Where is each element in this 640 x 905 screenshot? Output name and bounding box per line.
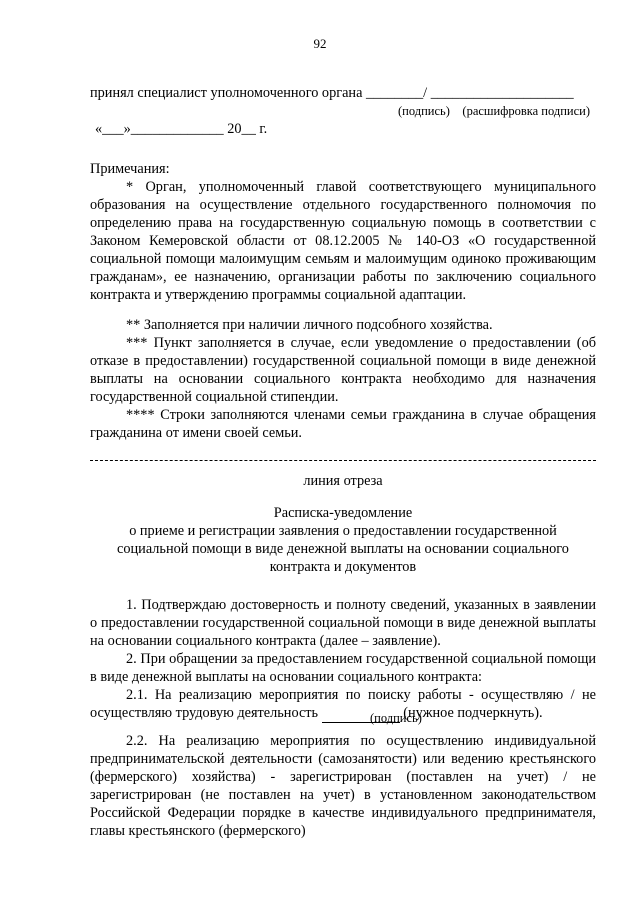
caption-decode: (расшифровка подписи) — [462, 104, 591, 118]
signature-line — [90, 84, 596, 102]
receipt-paragraph-2-2: 2.2. На реализацию мероприятия по осуществлению индивидуальной предпринимательской деятельности (самозанятости) или ведению крестьянского (фермерского) хозяйства) - зарегистрирован (поставлен на учет) / не зарегистрирован (не поставлен на учет) в установленном законодательством Российской Федерации порядке в качестве индивидуального предпринимателя, главы крестьянского (фермерского) — [90, 733, 596, 839]
caption-signature: (подпись) — [398, 104, 450, 118]
signature-captions — [398, 102, 598, 120]
note-4: **** Строки заполняются членами семьи гражданина в случае обращения гражданина от имени своей семьи. — [90, 407, 596, 441]
receipt-subtitle-3: контракта и документов — [269, 559, 417, 575]
receipt-subtitle-1: о приеме и регистрации заявления о предоставлении государственной — [129, 523, 557, 539]
receipt-paragraph-2-1 — [90, 686, 596, 723]
receipt-paragraph-1: 1. Подтверждаю достоверность и полноту сведений, указанных в заявлении о предоставлении государственной социальной помощи в виде денежной выплаты на основании социального контракта (далее – заявление). — [90, 597, 596, 649]
page-number: 92 — [313, 36, 327, 51]
paragraph-2-1-caption: (подпись) — [370, 711, 422, 725]
cut-line-label: линия отреза — [303, 473, 383, 489]
note-1: * Орган, уполномоченный главой соответствующего муниципального образования на осуществление отдельного государственного полномочия по определению права на государственную социальную помощь в соответствии с Законом Кемеровской области от 08.12.2005 № 140-ОЗ «О государственной социальной помощи малоимущим семьям и малоимущим одиноко проживающим гражданам», ее назначению, организации работы по заключению социального контракта и утверждению программы социальной адаптации. — [90, 179, 596, 303]
note-3: *** Пункт заполняется в случае, если уведомление о предоставлении (об отказе в предоставлении) государственной социальной помощи в виде денежной выплаты на основании социального контракта необходимо для назначения государственной социальной стипендии. — [90, 335, 596, 405]
paragraph-2-1-text: 2.1. На реализацию мероприятия по поиску работы - осуществляю / не осуществляю трудовую деятельность — [90, 687, 596, 721]
signature-text: принял специалист уполномоченного органа ________/ ____________________ — [90, 85, 574, 101]
cut-line — [90, 460, 596, 461]
receipt-subtitle-2: социальной помощи в виде денежной выплаты на основании социального — [117, 541, 569, 557]
receipt-paragraph-2: 2. При обращении за предоставлением государственной социальной помощи в виде денежной выплаты на основании социального контракта: — [90, 651, 596, 685]
receipt-title: Расписка-уведомление — [273, 505, 413, 521]
notes-heading: Примечания: — [90, 161, 170, 177]
date-line: «___»_____________ 20__ г. — [95, 121, 268, 137]
note-2: ** Заполняется при наличии личного подсобного хозяйства. — [126, 317, 493, 333]
paragraph-2-1-tail: (нужное подчеркнуть). — [403, 705, 543, 721]
